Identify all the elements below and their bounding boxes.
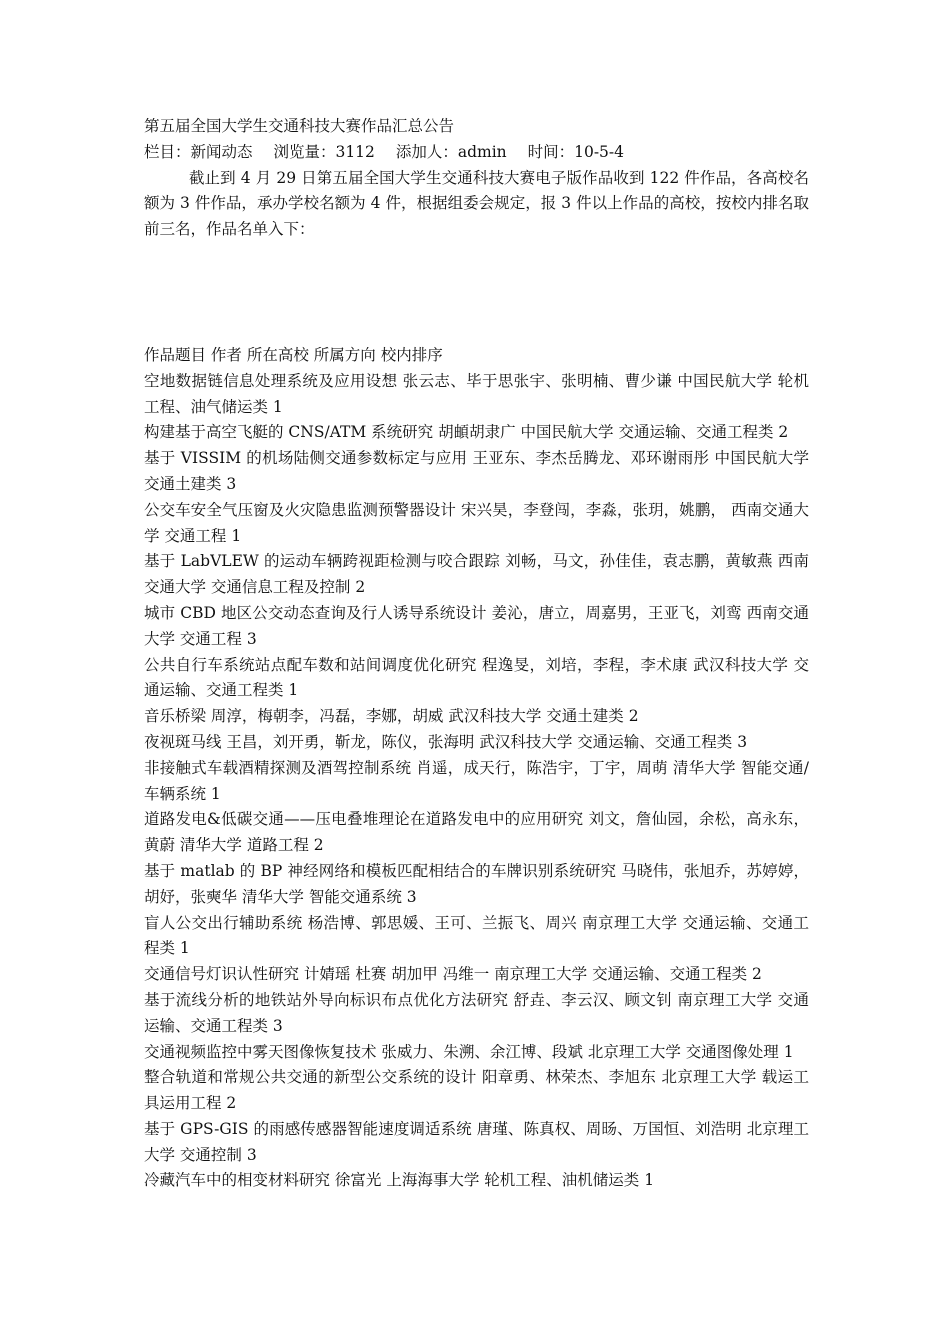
- announcement-document: [144, 114, 809, 1194]
- list-item: 基于流线分析的地铁站外导向标识布点优化方法研究 舒垚、李云汉、顾文钊 南京理工大学 交通运输、交通工程类 3: [144, 990, 809, 1035]
- list-item: 基于 matlab 的 BP 神经网络和模板匹配相结合的车牌识别系统研究 马晓伟，张旭乔，苏婷婷，胡妤，张奭华 清华大学 智能交通系统 3: [144, 861, 809, 906]
- list-item: 夜视斑马线 王昌，刘开勇，靳龙，陈仪，张海明 武汉科技大学 交通运输、交通工程类 3: [144, 732, 748, 751]
- list-item: 交通视频监控中雾天图像恢复技术 张威力、朱溯、余江博、段斌 北京理工大学 交通图像处理 1: [144, 1042, 794, 1061]
- list-item: 盲人公交出行辅助系统 杨浩博、郭思媛、王可、兰振飞、周兴 南京理工大学 交通运输、交通工程类 1: [144, 913, 809, 958]
- list-item: 道路发电&低碳交通——压电叠堆理论在道路发电中的应用研究 刘文，詹仙园，余松，高永东，黄蔚 清华大学 道路工程 2: [144, 810, 809, 855]
- table-header: 作品题目 作者 所在高校 所属方向 校内排序: [144, 345, 443, 364]
- list-item: 冷藏汽车中的相变材料研究 徐富光 上海海事大学 轮机工程、油机储运类 1: [144, 1171, 655, 1190]
- list-item: 基于 LabVLEW 的运动车辆跨视距检测与咬合跟踪 刘畅，马文，孙佳佳，袁志鹏，黄敏燕 西南交通大学 交通信息工程及控制 2: [144, 552, 809, 597]
- meta-views: 浏览量：3112: [273, 142, 375, 161]
- list-item: 公交车安全气压窗及火灾隐患监测预警器设计 宋兴昊，李登闯，李淼，张玥，姚鹏， 西南交通大学 交通工程 1: [144, 500, 809, 545]
- list-item: 构建基于高空飞艇的 CNS/ATM 系统研究 胡頔胡隶广 中国民航大学 交通运输、交通工程类 2: [144, 423, 789, 442]
- blank-space: [144, 243, 809, 343]
- list-item: 基于 VISSIM 的机场陆侧交通参数标定与应用 王亚东、李杰岳腾龙、邓环谢雨彤 中国民航大学 交通土建类 3: [144, 449, 809, 493]
- list-item: 公共自行车系统站点配车数和站间调度优化研究 程逸旻，刘培，李程，李术康 武汉科技大学 交通运输、交通工程类 1: [144, 655, 809, 700]
- list-item: 非接触式车载酒精探测及酒驾控制系统 肖遥，成天行，陈浩宇，丁宇，周萌 清华大学 智能交通/车辆系统 1: [144, 758, 809, 803]
- list-item: 空地数据链信息处理系统及应用设想 张云志、毕于思张宇、张明楠、曹少谦 中国民航大学 轮机工程、油气储运类 1: [144, 371, 809, 416]
- intro-paragraph: 截止到 4 月 29 日第五届全国大学生交通科技大赛电子版作品收到 122 件作品，各高校名额为 3 件作品，承办学校名额为 4 件，根据组委会规定，报 3 件以上作品的高校，按校内排名取前三名，作品名单入下：: [144, 168, 809, 239]
- list-item: 交通信号灯识认性研究 计婧瑶 杜赛 胡加甲 冯维一 南京理工大学 交通运输、交通工程类 2: [144, 965, 762, 984]
- list-item: 城市 CBD 地区公交动态查询及行人诱导系统设计 姜沁，唐立，周嘉男，王亚飞，刘鸾 西南交通大学 交通工程 3: [144, 603, 809, 648]
- meta-time: 时间：10-5-4: [527, 142, 625, 161]
- list-item: 基于 GPS-GIS 的雨感传感器智能速度调适系统 唐瑾、陈真权、周旸、万国恒、刘浩明 北京理工大学 交通控制 3: [144, 1119, 809, 1164]
- list-item: 整合轨道和常规公共交通的新型公交系统的设计 阳章勇、林荣杰、李旭东 北京理工大学 载运工具运用工程 2: [144, 1068, 809, 1113]
- meta-line: [144, 140, 809, 166]
- list-item: 音乐桥梁 周淳，梅朝李，冯磊，李娜，胡威 武汉科技大学 交通土建类 2: [144, 707, 639, 726]
- meta-added-by: 添加人：admin: [395, 142, 507, 161]
- meta-column: 栏目：新闻动态: [144, 142, 253, 161]
- document-title: 第五届全国大学生交通科技大赛作品汇总公告: [144, 117, 455, 135]
- entry-list: [144, 369, 809, 1195]
